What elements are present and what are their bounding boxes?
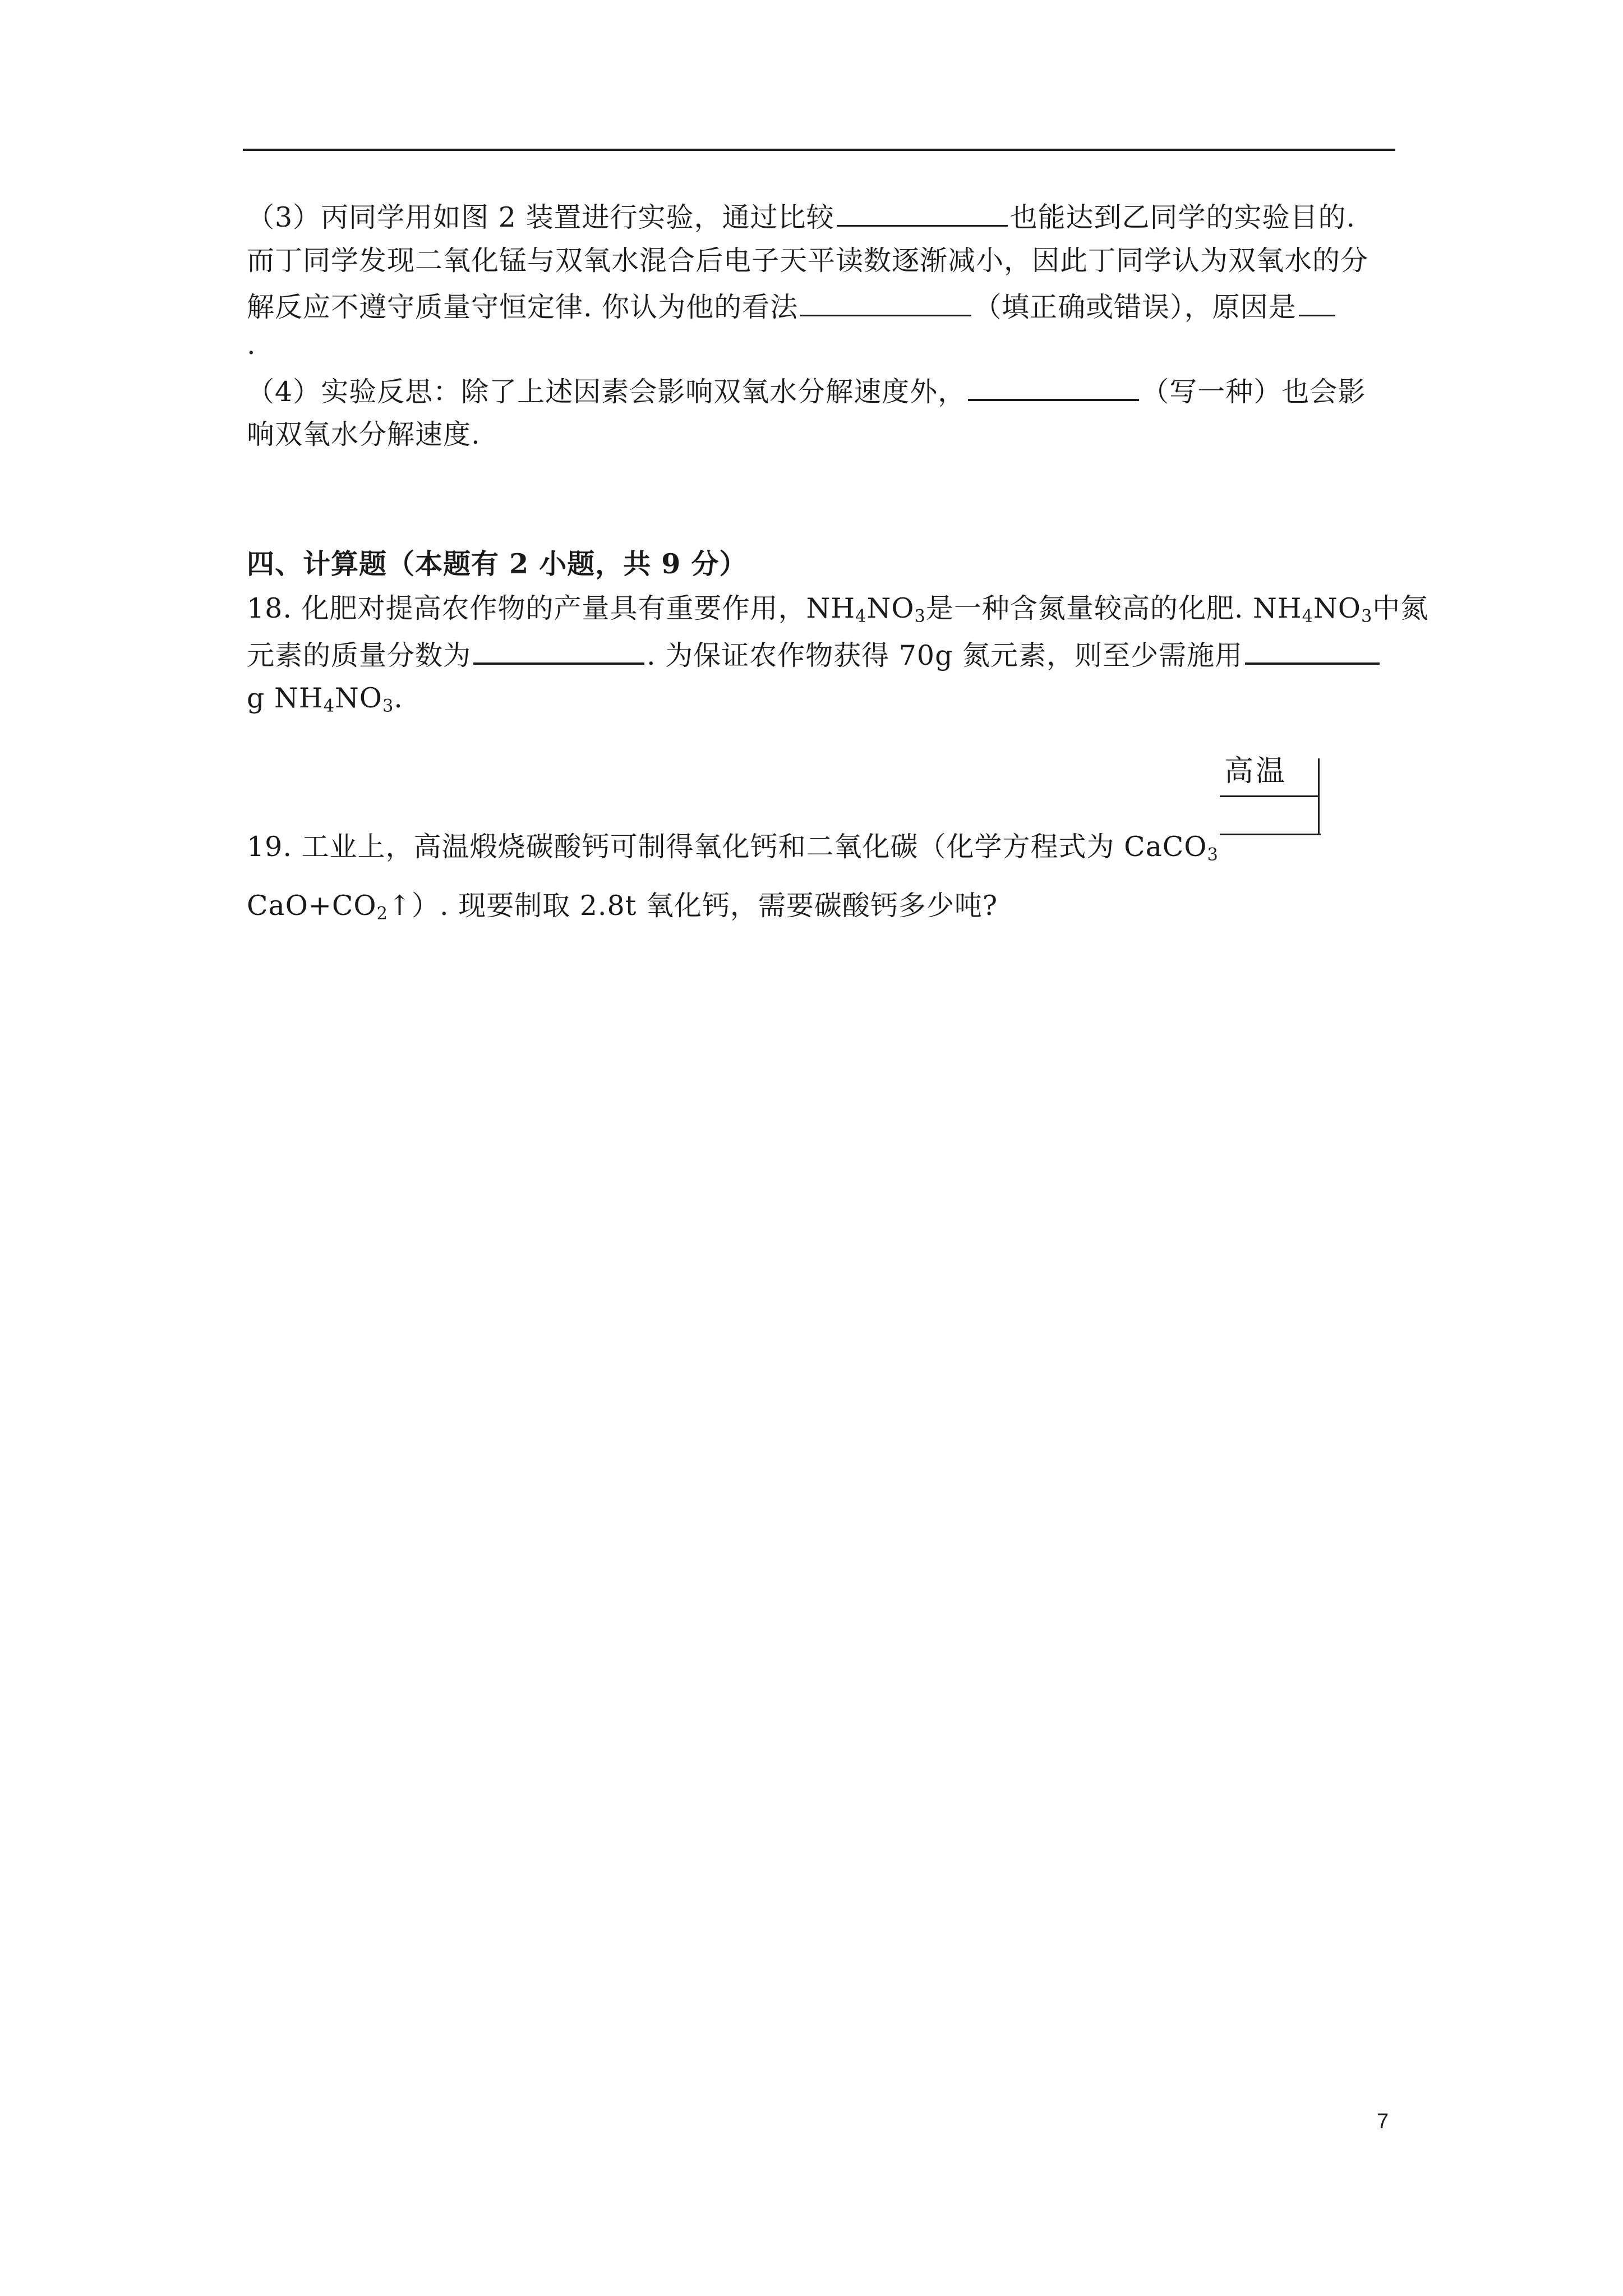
condition-line-bottom <box>1220 834 1321 835</box>
q17-part4-line2: 响双氧水分解速度. <box>247 418 481 450</box>
subscript: 3 <box>382 696 394 716</box>
answer-blank[interactable] <box>837 199 1008 227</box>
q18-text: 中氮 <box>1372 592 1429 624</box>
q17-part4-line1 <box>247 373 1366 409</box>
answer-blank[interactable] <box>1299 289 1335 316</box>
q18-text: 元素的质量分数为 <box>247 639 472 671</box>
answer-blank[interactable] <box>800 289 971 316</box>
answer-blank[interactable] <box>1245 637 1380 665</box>
answer-blank[interactable] <box>968 373 1139 401</box>
subscript: 3 <box>1361 606 1373 627</box>
q18-text: 18. 化肥对提高农作物的产量具有重要作用，NH <box>247 592 856 624</box>
q17-part3-text-b: 也能达到乙同学的实验目的. <box>1009 201 1356 233</box>
condition-line-vertical <box>1318 758 1320 835</box>
formula-part: NO <box>334 682 382 714</box>
header-rule <box>243 149 1395 151</box>
q18-text: 是一种含氮量较高的化肥. NH <box>925 592 1302 624</box>
subscript: 4 <box>1302 606 1313 627</box>
subscript: 4 <box>323 696 335 716</box>
section-title: 四、计算题（本题有 2 小题，共 9 分） <box>247 547 748 580</box>
q17-part4-text-a: （4）实验反思：除了上述因素会影响双氧水分解速度外， <box>247 376 966 408</box>
q19-text: 19. 工业上，高温煅烧碳酸钙可制得氧化钙和二氧化碳（化学方程式为 CaCO <box>247 831 1207 863</box>
reaction-condition <box>1220 752 1321 836</box>
q18-text: . 为保证农作物获得 70g 氮元素，则至少需施用 <box>647 639 1243 671</box>
subscript: 3 <box>1207 845 1219 865</box>
q17-part3-line4: . <box>247 329 256 361</box>
formula-part: NO <box>1313 592 1361 624</box>
subscript: 3 <box>914 606 926 627</box>
q17-part4-text-b: （写一种）也会影 <box>1141 376 1366 408</box>
q17-part3-line3-text-b: （填正确或错误），原因是 <box>974 291 1297 323</box>
condition-line-top <box>1220 795 1318 797</box>
q18-text: . <box>394 682 403 714</box>
q18-line2 <box>247 637 1382 673</box>
q17-part3-text-a: （3）丙同学用如图 2 装置进行实验，通过比较 <box>247 201 834 233</box>
condition-label: 高温 <box>1224 754 1288 788</box>
answer-blank[interactable] <box>473 637 644 665</box>
page-number: 7 <box>1377 2110 1389 2133</box>
q18-line1 <box>247 592 1428 625</box>
q17-part3-line3-text-a: 解反应不遵守质量守恒定律. 你认为他的看法 <box>247 291 799 323</box>
subscript: 4 <box>855 606 867 627</box>
subscript: 2 <box>376 904 388 924</box>
q19-line2 <box>247 889 998 923</box>
q17-part3-line3 <box>247 289 1338 324</box>
q17-part3-line1 <box>247 199 1355 234</box>
q18-text: g NH <box>247 682 324 714</box>
q19-line1 <box>247 830 1219 864</box>
q18-line3 <box>247 682 403 715</box>
q17-part3-line2: 而丁同学发现二氧化锰与双氧水混合后电子天平读数逐渐减小，因此丁同学认为双氧水的分 <box>247 245 1369 277</box>
q19-text: ↑）. 现要制取 2.8t 氧化钙，需要碳酸钙多少吨? <box>388 890 998 922</box>
formula-part: NO <box>866 592 915 624</box>
q19-text: CaO+CO <box>247 890 377 922</box>
